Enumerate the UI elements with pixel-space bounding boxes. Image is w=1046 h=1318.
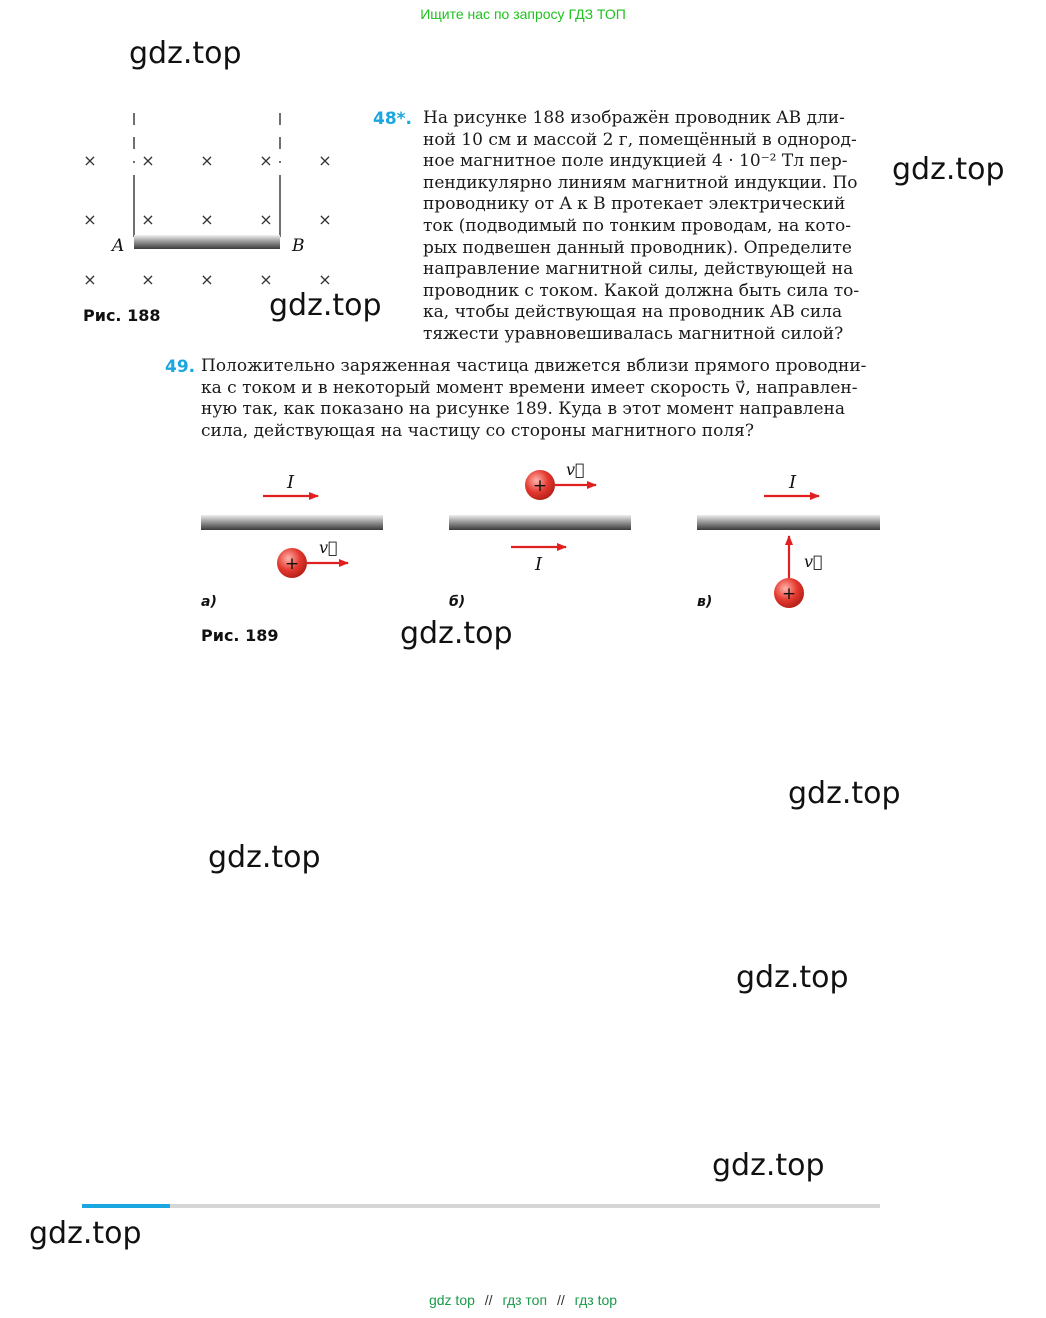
panel-b xyxy=(449,460,631,575)
subfigure-a-label: а) xyxy=(201,594,217,610)
text-line: пендикулярно линиям магнитной индукции. По xyxy=(423,172,858,193)
field-cross-icon: × xyxy=(83,210,97,229)
charge-sign: + xyxy=(532,476,548,496)
watermark: gdz.top xyxy=(29,1216,142,1251)
text-line: направление магнитной силы, действующей на xyxy=(423,259,854,280)
field-cross-icon: × xyxy=(318,151,332,170)
text-line: ной 10 см и массой 2 г, помещённый в однород- xyxy=(423,129,857,150)
figure-188-caption: Рис. 188 xyxy=(83,306,161,325)
text-line: проводник с током. Какой должна быть сила то- xyxy=(423,280,860,301)
velocity-label: v⃗ xyxy=(804,552,823,571)
watermark: gdz.top xyxy=(269,288,382,323)
straight-wire xyxy=(449,515,631,530)
text-line: проводнику от A к B протекает электрический xyxy=(423,194,846,215)
watermark: gdz.top xyxy=(400,616,513,651)
field-cross-icon: × xyxy=(83,270,97,289)
text-line: ка с током и в некоторый момент времени имеет скорость v⃗, направлен- xyxy=(201,377,858,398)
label-a: A xyxy=(112,236,125,256)
footer-links xyxy=(0,1292,1046,1308)
figure-188 xyxy=(70,105,360,305)
field-cross-icon: × xyxy=(200,210,214,229)
field-cross-icon: × xyxy=(141,210,155,229)
charge-sign: + xyxy=(781,584,797,604)
subfigure-c-label: в) xyxy=(697,594,713,610)
top-banner[interactable]: Ищите нас по запросу ГДЗ ТОП xyxy=(420,6,626,22)
field-cross-icon: × xyxy=(259,270,273,289)
footer-separator: // xyxy=(556,1292,565,1308)
label-b: B xyxy=(292,236,305,256)
current-label: I xyxy=(287,472,295,493)
panel-a xyxy=(201,472,383,578)
figure-189-caption: Рис. 189 xyxy=(201,626,279,645)
text-line: ное магнитное поле индукцией 4 · 10⁻² Тл пер- xyxy=(423,151,848,172)
text-line: ток (подводимый по тонким проводам, на кото- xyxy=(423,215,851,236)
footer-link-gdz-top[interactable]: gdz top xyxy=(428,1292,475,1308)
field-cross-icon: × xyxy=(141,270,155,289)
conductor-rod xyxy=(134,235,280,249)
task-48-text xyxy=(423,108,880,346)
watermark: gdz.top xyxy=(129,36,242,71)
text-line: тяжести уравновешивалась магнитной силой? xyxy=(423,323,844,344)
text-line: рых подвешен данный проводник). Определите xyxy=(423,237,852,258)
text-line: На рисунке 188 изображён проводник AB дли- xyxy=(423,108,845,128)
text-line: ную так, как показано на рисунке 189. Куда в этот момент направлена xyxy=(201,399,845,420)
footer-link-gdz-top-ru[interactable]: гдз топ xyxy=(502,1292,548,1308)
watermark: gdz.top xyxy=(712,1148,825,1183)
straight-wire xyxy=(201,515,383,530)
task-49-number: 49. xyxy=(165,357,196,377)
field-cross-icon: × xyxy=(141,151,155,170)
field-cross-icon: × xyxy=(259,210,273,229)
watermark: gdz.top xyxy=(736,960,849,995)
task-48-number: 48*. xyxy=(373,109,413,129)
field-cross-icon: × xyxy=(83,151,97,170)
panel-c xyxy=(697,472,880,608)
watermark: gdz.top xyxy=(788,776,901,811)
straight-wire xyxy=(697,515,880,530)
field-cross-icon: × xyxy=(318,210,332,229)
text-line: сила, действующая на частицу со стороны магнитного поля? xyxy=(201,420,755,441)
velocity-label: v⃗ xyxy=(566,460,585,479)
velocity-label: v⃗ xyxy=(319,538,338,557)
charge-sign: + xyxy=(284,554,300,574)
field-cross-icon: × xyxy=(200,270,214,289)
text-line: Положительно заряженная частица движется вблизи прямого проводни- xyxy=(201,356,867,376)
watermark: gdz.top xyxy=(208,840,321,875)
watermark: gdz.top xyxy=(892,152,1005,187)
field-cross-icon: × xyxy=(200,151,214,170)
current-label: I xyxy=(535,554,543,575)
field-cross-icon: × xyxy=(318,270,332,289)
footer-separator: // xyxy=(484,1292,493,1308)
footer-link-gdz-top-mixed[interactable]: гдз top xyxy=(574,1292,618,1308)
page-progress-fill xyxy=(82,1204,170,1208)
page-progress-bar xyxy=(82,1204,880,1208)
subfigure-b-label: б) xyxy=(449,594,466,610)
task-49-text xyxy=(201,356,880,442)
figure-189 xyxy=(195,455,890,620)
current-label: I xyxy=(789,472,797,493)
field-cross-icon: × xyxy=(259,151,273,170)
text-line: ка, чтобы действующая на проводник AB сила xyxy=(423,302,843,323)
